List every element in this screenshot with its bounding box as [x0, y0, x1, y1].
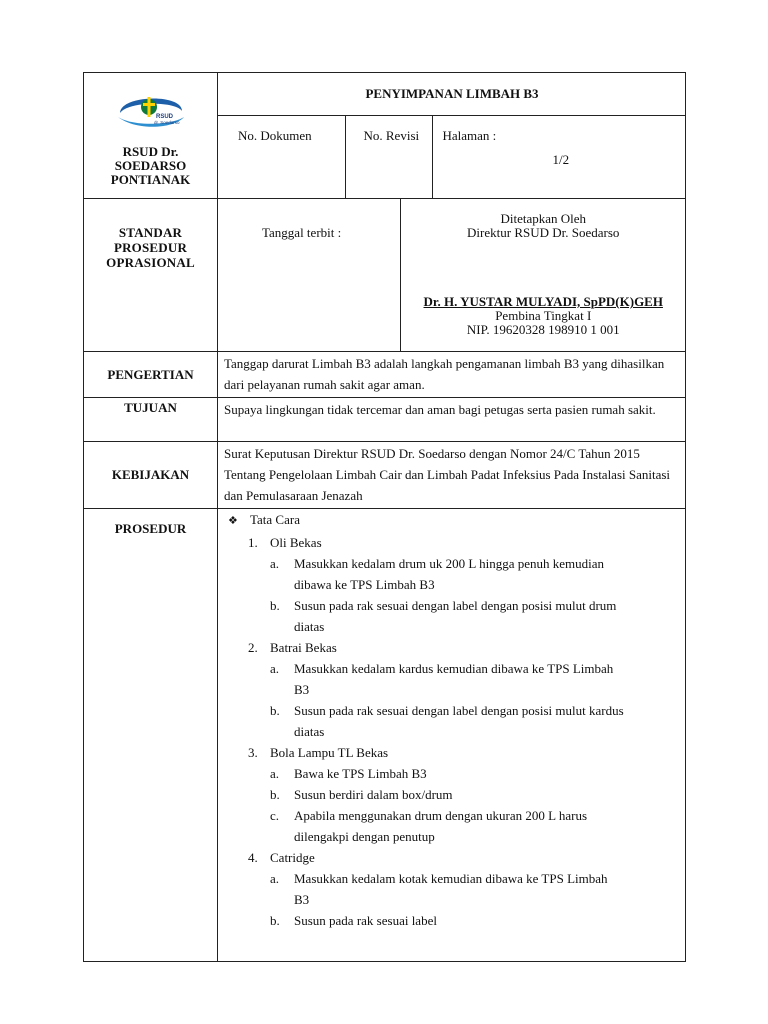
tujuan-label: TUJUAN — [84, 398, 218, 442]
procedure-subitem-text: Susun berdiri dalam box/drum — [294, 787, 453, 802]
procedure-subitem-text: Masukkan kedalam kotak kemudian dibawa ke TPS Limbah — [294, 871, 608, 886]
signer-rank: Pembina Tingkat I — [495, 308, 592, 323]
procedure-subitem-mark: b. — [270, 787, 280, 802]
procedure-item-title: Catridge — [270, 850, 315, 865]
procedure-subitem-text: Apabila menggunakan drum dengan ukuran 200 L harus — [294, 808, 588, 823]
kebijakan-label: KEBIJAKAN — [84, 442, 218, 509]
procedure-item-number: 3. — [248, 745, 258, 760]
procedure-subitem-text: Bawa ke TPS Limbah B3 — [294, 766, 427, 781]
procedure-item — [218, 742, 685, 763]
pengertian-row — [84, 352, 686, 398]
prosedur-content — [218, 509, 686, 962]
tata-cara-heading — [218, 509, 685, 532]
document-title: PENYIMPANAN LIMBAH B3 — [218, 73, 686, 116]
procedure-subitem-mark: a. — [270, 556, 280, 571]
org-name — [84, 145, 217, 187]
procedure-item-number: 1. — [248, 535, 258, 550]
tanggal-cell — [218, 199, 400, 351]
procedure-subitem-mark: a. — [270, 766, 280, 781]
prosedur-row — [84, 509, 686, 962]
tata-cara-label: Tata Cara — [250, 512, 300, 527]
svg-text:dr. Soedarso: dr. Soedarso — [153, 120, 180, 125]
spo-label — [84, 225, 217, 270]
procedure-subitem — [218, 805, 685, 826]
sop-table — [83, 72, 686, 962]
hospital-logo-icon — [116, 87, 186, 133]
signature-block — [400, 199, 686, 351]
kebijakan-row — [84, 442, 686, 509]
procedure-subitem-mark: a. — [270, 871, 280, 886]
tujuan-row — [84, 398, 686, 442]
procedure-subitem — [218, 553, 685, 574]
procedure-item-number: 4. — [248, 850, 258, 865]
diamond-bullet-icon: ❖ — [228, 515, 238, 527]
spo-row — [84, 199, 686, 352]
tujuan-text: Supaya lingkungan tidak tercemar dan aman bagi petugas serta pasien rumah sakit. — [218, 398, 686, 442]
procedure-subitem-continuation: dilengakpi dengan penutup — [294, 829, 435, 844]
halaman-value: 1/2 — [552, 152, 570, 167]
signer-name: Dr. H. YUSTAR MULYADI, SpPD(K)GEH — [423, 294, 663, 309]
procedure-subitem — [218, 868, 685, 889]
procedure-subitem — [218, 910, 685, 931]
pengertian-text: Tanggap darurat Limbah B3 adalah langkah pengamanan limbah B3 yang dihasilkan dari pelayanan rumah sakit agar aman. — [218, 352, 686, 398]
spo-label-line2: PROSEDUR — [113, 240, 188, 255]
procedure-subitem-continuation: diatas — [294, 619, 325, 634]
procedure-subitem-text: Susun pada rak sesuai label — [294, 913, 437, 928]
org-line1: RSUD Dr. — [122, 144, 179, 159]
procedure-subitem — [218, 658, 685, 679]
no-dokumen-label: No. Dokumen — [238, 128, 312, 143]
procedure-subitem-mark: c. — [270, 808, 280, 823]
org-line2: SOEDARSO — [114, 158, 187, 173]
halaman-cell — [432, 116, 686, 199]
procedure-subitem — [218, 763, 685, 784]
procedure-subitem — [218, 700, 685, 721]
svg-text:RSUD: RSUD — [155, 114, 173, 120]
signer-nip: NIP. 19620328 198910 1 001 — [466, 322, 620, 337]
procedure-subitem-mark: b. — [270, 598, 280, 613]
title-inner-table — [218, 73, 686, 198]
title-block — [218, 73, 686, 199]
procedure-item-title: Oli Bekas — [270, 535, 322, 550]
procedure-subitem-text: Masukkan kedalam kardus kemudian dibawa ke TPS Limbah — [294, 661, 614, 676]
procedure-subitem-text: Masukkan kedalam drum uk 200 L hingga penuh kemudian — [294, 556, 605, 571]
kebijakan-text: Surat Keputusan Direktur RSUD Dr. Soedarso dengan Nomor 24/C Tahun 2015 Tentang Pengelolaan Limbah Cair dan Limbah Padat Infeksius Pada Instalasi Sanitasi dan Pemulasaraan Jenazah — [218, 442, 686, 509]
spo-label-line1: STANDAR — [118, 225, 183, 240]
direktur-label: Direktur RSUD Dr. Soedarso — [467, 225, 620, 240]
prosedur-items — [218, 532, 685, 931]
tanggal-label: Tanggal terbit : — [262, 225, 342, 240]
no-revisi-label: No. Revisi — [363, 128, 420, 143]
procedure-subitem-continuation: B3 — [294, 682, 310, 697]
org-cell — [84, 73, 218, 199]
procedure-item — [218, 532, 685, 553]
spo-label-line3: OPRASIONAL — [106, 255, 195, 270]
procedure-subitem-mark: b. — [270, 703, 280, 718]
procedure-item-title: Batrai Bekas — [270, 640, 337, 655]
spo-detail-cell — [218, 199, 686, 352]
procedure-subitem-text: Susun pada rak sesuai dengan label dengan posisi mulut drum — [294, 598, 617, 613]
pengertian-label: PENGERTIAN — [84, 352, 218, 398]
spo-inner-table — [218, 199, 686, 351]
org-line3: PONTIANAK — [110, 172, 191, 187]
procedure-item-title: Bola Lampu TL Bekas — [270, 745, 389, 760]
procedure-subitem-continuation: B3 — [294, 892, 310, 907]
procedure-item — [218, 847, 685, 868]
no-dokumen-cell — [218, 116, 345, 199]
procedure-item-number: 2. — [248, 640, 258, 655]
header-row — [84, 73, 686, 199]
procedure-subitem-continuation: diatas — [294, 724, 325, 739]
procedure-subitem — [218, 595, 685, 616]
procedure-item — [218, 637, 685, 658]
procedure-subitem-mark: b. — [270, 913, 280, 928]
halaman-label: Halaman : — [442, 128, 497, 143]
procedure-subitem-mark: a. — [270, 661, 280, 676]
procedure-subitem — [218, 784, 685, 805]
prosedur-label: PROSEDUR — [84, 509, 218, 962]
no-revisi-cell — [345, 116, 432, 199]
spo-label-cell — [84, 199, 218, 352]
procedure-subitem-continuation: dibawa ke TPS Limbah B3 — [294, 577, 435, 592]
ditetapkan-label: Ditetapkan Oleh — [500, 211, 587, 226]
prosedur-list — [218, 509, 685, 532]
procedure-subitem-text: Susun pada rak sesuai dengan label dengan posisi mulut kardus — [294, 703, 624, 718]
